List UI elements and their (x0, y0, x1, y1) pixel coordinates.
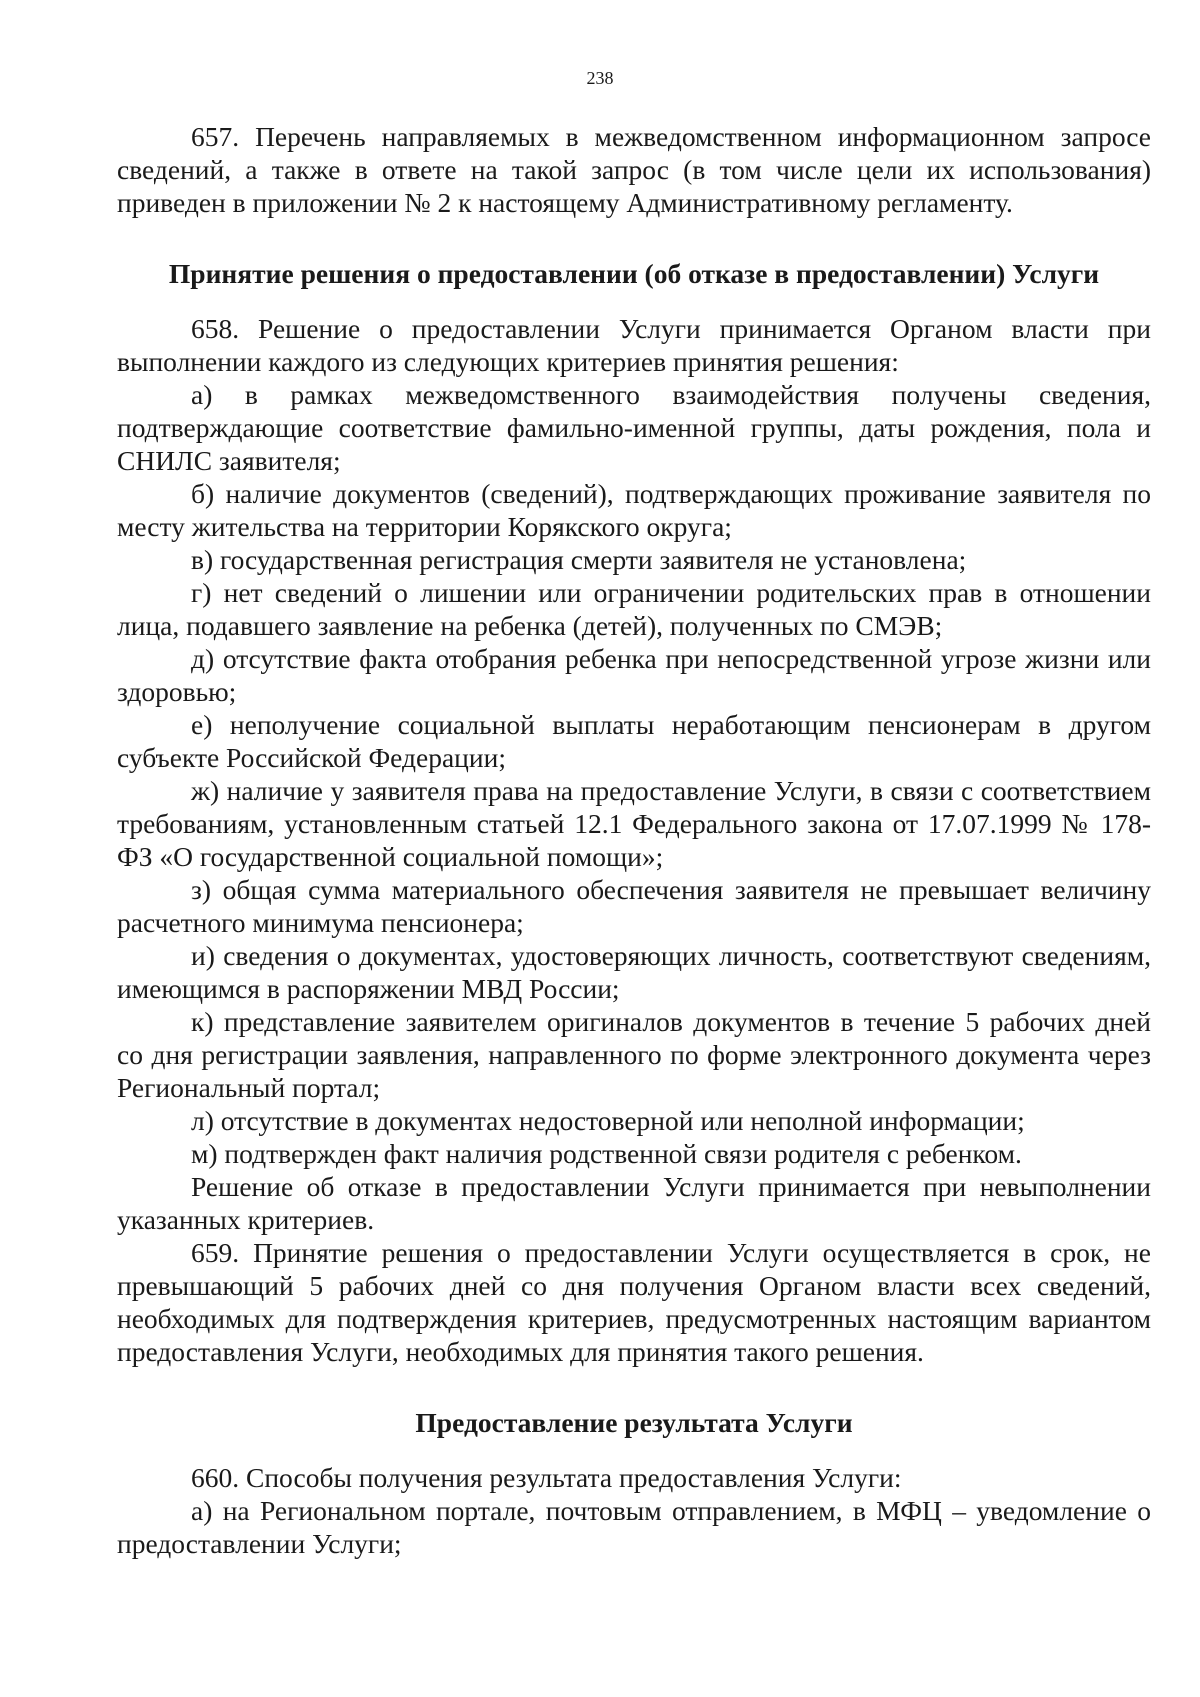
refusal-paragraph: Решение об отказе в предоставлении Услуги принимается при невыполнении указанных критериев. (117, 1171, 1151, 1235)
page-number: 238 (586, 68, 614, 88)
result-method-a: а) на Региональном портале, почтовым отправлением, в МФЦ – уведомление о предоставлении Услуги; (117, 1495, 1151, 1559)
criterion-g: г) нет сведений о лишении или ограничении родительских прав в отношении лица, подавшего заявление на ребенка (детей), полученных по СМЭВ; (117, 577, 1151, 641)
document-body (117, 120, 1151, 1560)
section-heading-decision: Принятие решения о предоставлении (об отказе в предоставлении) Услуги (168, 258, 1100, 289)
criterion-b: б) наличие документов (сведений), подтверждающих проживание заявителя по месту жительства на территории Корякского округа; (117, 478, 1151, 542)
criterion-e: е) неполучение социальной выплаты неработающим пенсионерам в другом субъекте Российской Федерации; (117, 709, 1151, 773)
criterion-m: м) подтвержден факт наличия родственной связи родителя с ребенком. (191, 1138, 1022, 1169)
paragraph-658: 658. Решение о предоставлении Услуги принимается Органом власти при выполнении каждого из следующих критериев принятия решения: (117, 313, 1151, 377)
criterion-z: з) общая сумма материального обеспечения заявителя не превышает величину расчетного минимума пенсионера; (117, 874, 1151, 938)
criterion-i: и) сведения о документах, удостоверяющих личность, соответствуют сведениям, имеющимся в распоряжении МВД России; (117, 940, 1151, 1004)
criterion-d: д) отсутствие факта отобрания ребенка при непосредственной угрозе жизни или здоровью; (117, 643, 1151, 707)
paragraph-657: 657. Перечень направляемых в межведомственном информационном запросе сведений, а также в ответе на такой запрос (в том числе цели их использования) приведен в приложении № 2 к настоящему Административному регламенту. (117, 121, 1151, 218)
criterion-v: в) государственная регистрация смерти заявителя не установлена; (191, 544, 967, 575)
section-heading-result: Предоставление результата Услуги (415, 1407, 853, 1438)
paragraph-660: 660. Способы получения результата предоставления Услуги: (191, 1462, 902, 1493)
paragraph-659: 659. Принятие решения о предоставлении Услуги осуществляется в срок, не превышающий 5 рабочих дней со дня получения Органом власти всех сведений, необходимых для подтверждения критериев, предусмотренных настоящим вариантом предоставления Услуги, необходимых для принятия такого решения. (117, 1237, 1151, 1367)
criterion-l: л) отсутствие в документах недостоверной или неполной информации; (191, 1105, 1025, 1136)
criterion-k: к) представление заявителем оригиналов документов в течение 5 рабочих дней со дня регистрации заявления, направленного по форме электронного документа через Региональный портал; (117, 1006, 1151, 1103)
criterion-a: а) в рамках межведомственного взаимодействия получены сведения, подтверждающие соответствие фамильно-именной группы, даты рождения, пола и СНИЛС заявителя; (117, 379, 1151, 476)
criterion-zh: ж) наличие у заявителя права на предоставление Услуги, в связи с соответствием требованиям, установленным статьей 12.1 Федерального закона от 17.07.1999 № 178-ФЗ «О государственной социальной помощи»; (117, 775, 1151, 872)
